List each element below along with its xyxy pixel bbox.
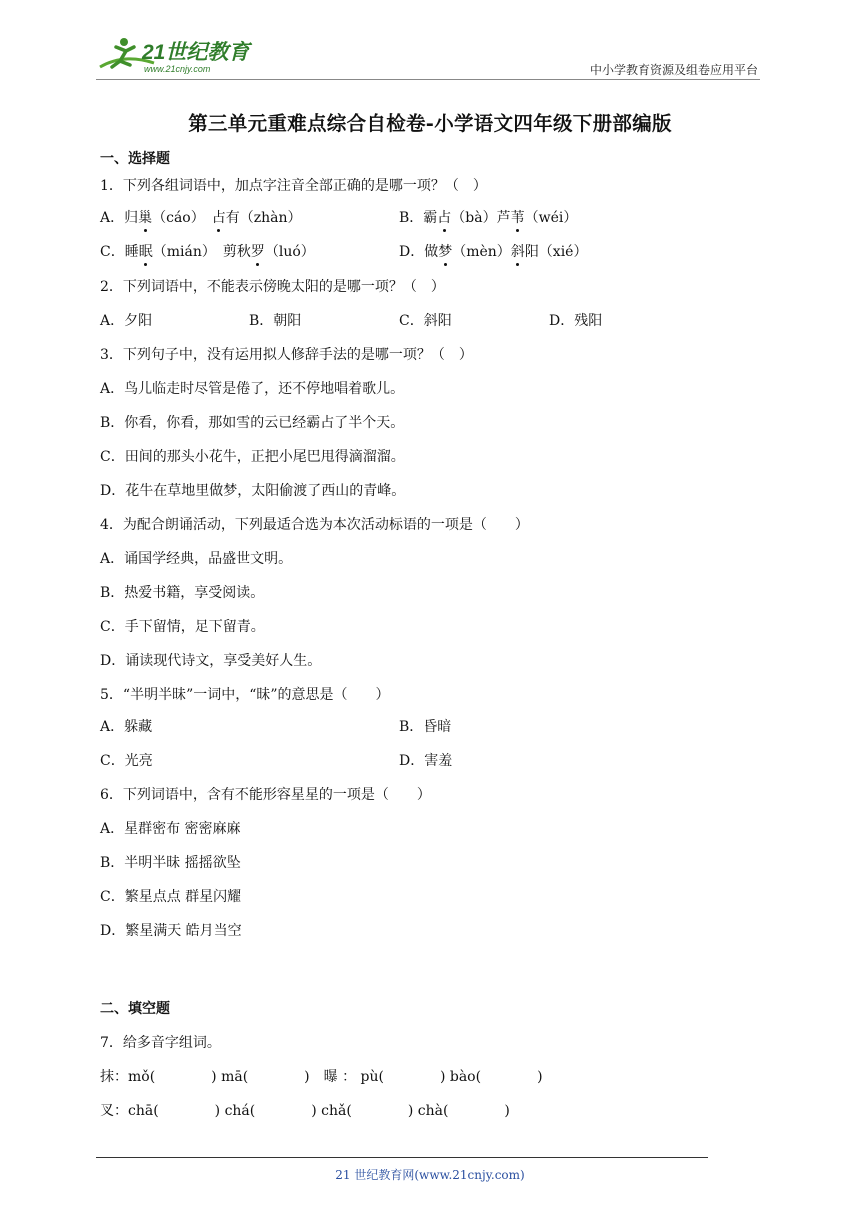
site-logo: [94, 33, 264, 77]
footer-text: 21 世纪教育网(www.21cnjy.com): [335, 1168, 525, 1182]
question-5-option-b: B．昏暗: [399, 719, 452, 735]
question-1-option-c: C．睡眠（mián） 剪秋罗（luó）: [100, 241, 315, 261]
question-4-option-c: C．手下留情，足下留青。: [100, 619, 265, 635]
question-7-stem: 7．给多音字组词。: [100, 1035, 221, 1051]
question-2-option-d: D．残阳: [549, 313, 603, 329]
question-6-option-b: B．半明半昧 摇摇欲坠: [100, 855, 241, 871]
question-7-line-1: 抹：mǒ( ) mā( ) 曝 ： pù( ) bào( ): [100, 1069, 543, 1085]
question-3-option-c: C．田间的那头小花牛，正把小尾巴甩得滴溜溜。: [100, 449, 405, 465]
question-5-stem: 5．“半明半昧”一词中，“昧”的意思是（ ）: [100, 687, 390, 703]
question-3-option-b: B．你看，你看，那如雪的云已经霸占了半个天。: [100, 415, 405, 431]
question-2-option-a: A．夕阳: [100, 313, 153, 329]
question-5-option-a: A．躲藏: [100, 719, 153, 735]
question-2-stem: 2．下列词语中，不能表示傍晚太阳的是哪一项？（ ）: [100, 279, 445, 295]
question-1-option-a: A．归巢（cáo） 占有（zhàn）: [100, 207, 302, 227]
question-5-option-c: C．光亮: [100, 753, 153, 769]
question-6-stem: 6．下列词语中，含有不能形容星星的一项是（ ）: [100, 787, 431, 803]
logo-text: 21世纪教育: [142, 41, 250, 64]
question-2-option-b: B．朝阳: [249, 313, 302, 329]
question-1-stem: 1．下列各组词语中，加点字注音全部正确的是哪一项？（ ）: [100, 178, 487, 194]
question-4-option-d: D．诵读现代诗文，享受美好人生。: [100, 653, 322, 669]
question-6-option-d: D．繁星满天 皓月当空: [100, 923, 242, 939]
question-6-option-a: A．星群密布 密密麻麻: [100, 821, 241, 837]
logo-url: www.21cnjy.com: [144, 64, 211, 74]
question-4-option-b: B．热爱书籍，享受阅读。: [100, 585, 265, 601]
question-5-option-d: D．害羞: [399, 753, 453, 769]
question-1-option-d: D．做梦（mèn）斜阳（xié）: [399, 241, 587, 261]
section-heading-choice: 一、选择题: [100, 151, 170, 167]
section-heading-fill: 二、填空题: [100, 1001, 170, 1017]
question-3-option-a: A．鸟儿临走时尽管是倦了，还不停地唱着歌儿。: [100, 381, 405, 397]
question-6-option-c: C．繁星点点 群星闪耀: [100, 889, 242, 905]
page-title: 第三单元重难点综合自检卷-小学语文四年级下册部编版: [188, 112, 672, 135]
question-3-option-d: D．花牛在草地里做梦，太阳偷渡了西山的青峰。: [100, 483, 406, 499]
question-1-option-b: B．霸占（bà）芦苇（wéi）: [399, 207, 577, 227]
header-divider: [96, 79, 760, 80]
runner-logo-icon: [94, 33, 264, 77]
question-2-option-c: C．斜阳: [399, 313, 452, 329]
question-4-stem: 4．为配合朗诵活动，下列最适合选为本次活动标语的一项是（ ）: [100, 517, 529, 533]
question-3-stem: 3．下列句子中，没有运用拟人修辞手法的是哪一项？（ ）: [100, 347, 473, 363]
platform-name: 中小学教育资源及组卷应用平台: [589, 63, 758, 77]
footer-divider: [96, 1157, 708, 1158]
question-7-line-2: 叉：chā( ) chá( ) chǎ( ) chà( ): [100, 1103, 510, 1119]
question-4-option-a: A．诵国学经典，品盛世文明。: [100, 551, 293, 567]
